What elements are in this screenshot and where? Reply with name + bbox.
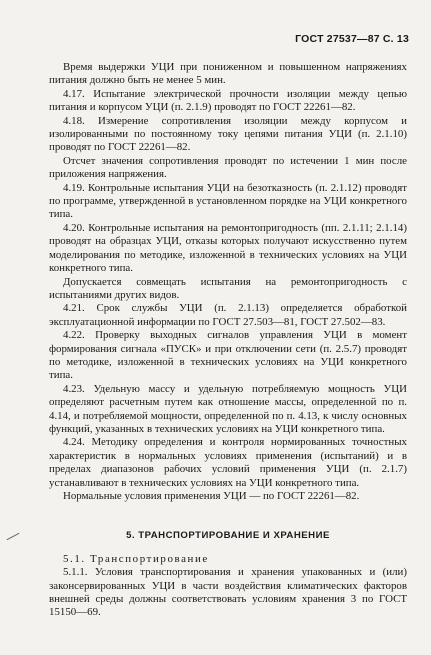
paragraph-4-18: 4.18. Измерение сопротивления изоляции между корпусом и изолированными по постоянному току цепями питания УЦИ (п. 2.1.10) проводят по ГОСТ 22261—82. <box>49 114 407 154</box>
subsection-title: 5.1. Транспортирование <box>63 552 209 565</box>
paragraph-4-24: 4.24. Методику определения и контроля нормированных точностных характеристик в нормальных условиях применения (испытаний) и в пределах диапазонов рабочих условий применения УЦИ (п. 2.1.7) устанавливают в технических условиях на УЦИ конкретного типа. <box>49 436 407 489</box>
paragraph-4-20: 4.20. Контрольные испытания на ремонтопригодность (пп. 2.1.11; 2.1.14) проводят на образцах УЦИ, отказы которых получают искусственно путем моделирования по методике, изложенной в технических условиях на УЦИ конкретного типа. <box>49 221 407 275</box>
paragraph-4-17: 4.17. Испытание электрической прочности изоляции между цепью питания и корпусом УЦИ (п. 2.1.9) проводят по ГОСТ 22261—82. <box>49 87 407 114</box>
paragraph: Время выдержки УЦИ при пониженном и повышенном напряжениях питания должно быть не менее 5 мин. <box>49 61 407 87</box>
page-header: ГОСТ 27537—87 С. 13 <box>295 33 409 45</box>
body-text <box>49 61 407 620</box>
margin-pencil-mark <box>7 533 20 540</box>
paragraph: Отсчет значения сопротивления проводят по истечении 1 мин после приложения напряжения. <box>49 154 407 181</box>
paragraph-4-21: 4.21. Срок службы УЦИ (п. 2.1.13) определяется обработкой эксплуатационной информации по ГОСТ 27.503—81, ГОСТ 27.502—83. <box>49 302 407 328</box>
paragraph-4-22: 4.22. Проверку выходных сигналов управления УЦИ в момент формирования сигнала «ПУСК» и при отключении сети (п. 2.5.7) проводят по методике, изложенной в технических условиях на УЦИ конкретного типа. <box>49 329 407 382</box>
paragraph: Допускается совмещать испытания на ремонтопригодность с испытаниями других видов. <box>49 275 407 301</box>
paragraph-5-1-1: 5.1.1. Условия транспортирования и хранения упакованных и (или) законсервированных УЦИ в части воздействия климатических факторов внешней среды должны соответствовать условиям хранения 3 по ГОСТ 15150—69. <box>49 566 407 619</box>
paragraph-4-23: 4.23. Удельную массу и удельную потребляемую мощность УЦИ определяют расчетным путем как отношение массы, определенной по п. 4.14, и потребляемой мощности, определенной по п. 4.13, к числу основных функций, указанных в технических условиях на УЦИ конкретного типа. <box>49 382 407 435</box>
section-title: 5. ТРАНСПОРТИРОВАНИЕ И ХРАНЕНИЕ <box>126 530 330 542</box>
paragraph-4-19: 4.19. Контрольные испытания УЦИ на безотказность (п. 2.1.12) проводят по программе, утвержденной в установленном порядке на УЦИ конкретного типа. <box>49 181 407 221</box>
paragraph: Нормальные условия применения УЦИ — по ГОСТ 22261—82. <box>63 490 360 502</box>
